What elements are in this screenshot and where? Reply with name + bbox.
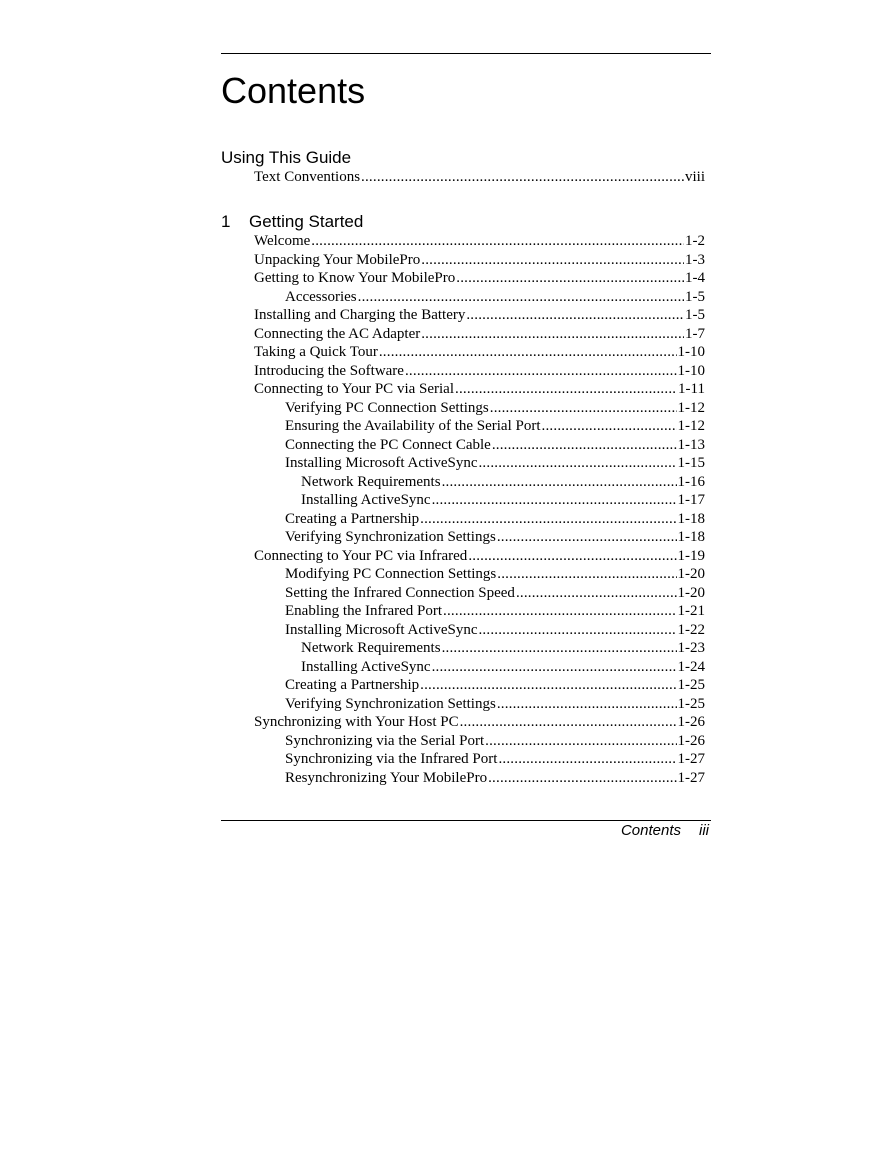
toc-entry-title: Creating a Partnership	[285, 510, 420, 527]
dot-leader	[490, 399, 677, 418]
toc-entry-title: Modifying PC Connection Settings	[285, 566, 497, 582]
toc-entry[interactable]	[285, 732, 705, 751]
toc-entry-page: 1-11	[678, 381, 705, 397]
toc-entry-page: 1-24	[677, 658, 705, 675]
toc-entry-page: 1-23	[677, 640, 705, 656]
toc-entry-page: 1-16	[677, 473, 705, 490]
toc-entry-page: 1-4	[685, 270, 705, 286]
toc-entry[interactable]	[285, 288, 705, 307]
dot-leader	[361, 168, 684, 187]
dot-leader	[442, 473, 677, 492]
dot-leader	[542, 417, 677, 436]
toc-entry-page: 1-5	[685, 288, 705, 305]
toc-entry-title: Connecting to Your PC via Serial	[254, 381, 455, 397]
toc-entry-title: Taking a Quick Tour	[254, 344, 378, 360]
toc-entry-title: Synchronizing via the Serial Port	[285, 732, 485, 749]
dot-leader	[443, 602, 676, 621]
toc-entry[interactable]	[301, 639, 705, 658]
dot-leader	[405, 362, 677, 381]
toc-entry[interactable]	[285, 584, 705, 603]
dot-leader	[442, 639, 677, 658]
toc-entry-title: Network Requirements	[301, 473, 441, 490]
toc-entry[interactable]	[285, 528, 705, 547]
toc-entry[interactable]	[301, 658, 705, 677]
dot-leader	[497, 528, 677, 547]
toc-entry[interactable]	[285, 399, 705, 418]
page-footer	[621, 821, 709, 841]
toc-entry[interactable]	[285, 695, 705, 714]
toc-entry-page: 1-3	[685, 251, 705, 268]
toc-entry[interactable]	[285, 417, 705, 436]
toc-entry-title: Resynchronizing Your MobilePro	[285, 769, 488, 786]
dot-leader	[485, 732, 676, 751]
toc-entry-page: 1-12	[677, 418, 705, 434]
toc-entry[interactable]	[285, 676, 705, 695]
dot-leader	[432, 658, 677, 677]
toc-entry[interactable]	[285, 454, 705, 473]
toc-entry-title: Setting the Infrared Connection Speed	[285, 584, 515, 601]
dot-leader	[358, 288, 684, 307]
toc-entry[interactable]	[254, 713, 705, 732]
toc-entry[interactable]	[254, 269, 705, 288]
toc-entry-title: Installing Microsoft ActiveSync	[285, 455, 478, 471]
toc-entry-page: 1-10	[677, 344, 705, 360]
toc-entry[interactable]	[285, 602, 705, 621]
toc-entry[interactable]	[254, 232, 705, 251]
dot-leader	[421, 251, 684, 270]
toc-entry-page: 1-27	[677, 751, 705, 767]
toc-entry-page: 1-25	[677, 695, 705, 712]
footer-label: Contents	[620, 822, 681, 839]
toc-entry-title: Verifying Synchronization Settings	[285, 695, 496, 712]
toc-entry-title: Connecting to Your PC via Infrared	[254, 547, 468, 564]
toc-entry[interactable]	[285, 565, 705, 584]
toc-entry-title: Ensuring the Availability of the Serial Port	[285, 418, 541, 434]
toc-entry[interactable]	[254, 547, 705, 566]
dot-leader	[478, 454, 676, 473]
toc-entry[interactable]	[254, 343, 705, 362]
toc-entry-page: 1-19	[677, 547, 705, 564]
dot-leader	[311, 232, 684, 251]
toc-entry-page: 1-10	[677, 362, 705, 379]
toc-entry[interactable]	[254, 362, 705, 381]
dot-leader	[379, 343, 677, 362]
dot-leader	[516, 584, 677, 603]
header-rule	[221, 53, 711, 54]
toc-entry-page: 1-26	[677, 732, 705, 749]
toc-entry-title: Verifying PC Connection Settings	[285, 399, 489, 416]
dot-leader	[498, 750, 676, 769]
section-heading-using-this-guide	[221, 148, 351, 168]
toc-entry-page: 1-15	[677, 455, 705, 471]
toc-entry-title: Synchronizing via the Infrared Port	[285, 751, 498, 767]
toc-entry[interactable]	[285, 436, 705, 455]
toc-entry-page: viii	[684, 169, 705, 185]
toc-entry-title: Verifying Synchronization Settings	[285, 529, 496, 545]
chapter-number: 1	[221, 212, 231, 231]
toc-entry-title: Introducing the Software	[254, 362, 404, 379]
section-title: Getting Started	[249, 212, 364, 231]
toc-entry-page: 1-27	[677, 769, 705, 786]
toc-entry[interactable]	[285, 621, 705, 640]
toc-entry-page: 1-22	[677, 621, 705, 638]
page-title: Contents	[221, 70, 366, 111]
section-title: Using This Guide	[221, 148, 352, 167]
dot-leader	[468, 547, 676, 566]
dot-leader	[460, 713, 677, 732]
dot-leader	[456, 269, 684, 288]
toc-entry-page: 1-12	[677, 399, 705, 416]
dot-leader	[421, 325, 684, 344]
dot-leader	[466, 306, 684, 325]
toc-entry-title: Welcome	[254, 233, 311, 249]
toc-entry-page: 1-2	[685, 233, 705, 249]
dot-leader	[478, 621, 676, 640]
toc-entry[interactable]	[254, 325, 705, 344]
toc-entry-page: 1-25	[677, 677, 705, 693]
toc-entry-page: 1-13	[677, 436, 705, 453]
dot-leader	[420, 510, 676, 529]
dot-leader	[488, 769, 676, 788]
toc-entry-page: 1-26	[677, 714, 705, 730]
dot-leader	[492, 436, 677, 455]
toc-entry-title: Network Requirements	[301, 640, 441, 656]
toc-entry-page: 1-18	[677, 510, 705, 527]
toc-entry-title: Installing ActiveSync	[301, 492, 431, 508]
toc-entry[interactable]	[301, 473, 705, 492]
toc-entry-title: Getting to Know Your MobilePro	[254, 270, 456, 286]
toc-entry-title: Enabling the Infrared Port	[285, 603, 443, 619]
toc-entry-page: 1-20	[677, 566, 705, 582]
toc-entry[interactable]	[285, 769, 705, 788]
toc-entry-title: Text Conventions	[254, 169, 361, 185]
dot-leader	[497, 565, 676, 584]
toc-entry[interactable]	[285, 750, 705, 769]
toc-entry-title: Installing and Charging the Battery	[254, 307, 466, 323]
toc-entry[interactable]	[301, 491, 705, 510]
footer-page-number: iii	[699, 822, 709, 839]
toc-entry-page: 1-18	[677, 529, 705, 545]
dot-leader	[432, 491, 677, 510]
toc-entry-page: 1-21	[677, 603, 705, 619]
toc-entry-title: Installing ActiveSync	[301, 658, 431, 675]
toc-entry-title: Connecting the AC Adapter	[254, 325, 421, 342]
toc-entry-page: 1-17	[677, 492, 705, 508]
toc-entry-page: 1-7	[685, 325, 705, 342]
toc-entry-page: 1-5	[685, 307, 705, 323]
toc-entry[interactable]	[285, 510, 705, 529]
toc-entry-title: Unpacking Your MobilePro	[254, 251, 421, 268]
toc-entry-title: Connecting the PC Connect Cable	[285, 436, 491, 453]
toc-entry[interactable]	[254, 380, 705, 399]
toc-entry-title: Synchronizing with Your Host PC	[254, 714, 459, 730]
toc-entry-title: Creating a Partnership	[285, 677, 420, 693]
section-heading-getting-started	[221, 212, 363, 232]
toc-entry[interactable]	[254, 251, 705, 270]
toc-entry-title: Installing Microsoft ActiveSync	[285, 621, 478, 638]
dot-leader	[497, 695, 677, 714]
toc-entry-page: 1-20	[677, 584, 705, 601]
toc-entry[interactable]	[254, 168, 705, 187]
dot-leader	[420, 676, 676, 695]
toc-entry[interactable]	[254, 306, 705, 325]
toc-entry-title: Accessories	[285, 288, 357, 305]
dot-leader	[455, 380, 677, 399]
